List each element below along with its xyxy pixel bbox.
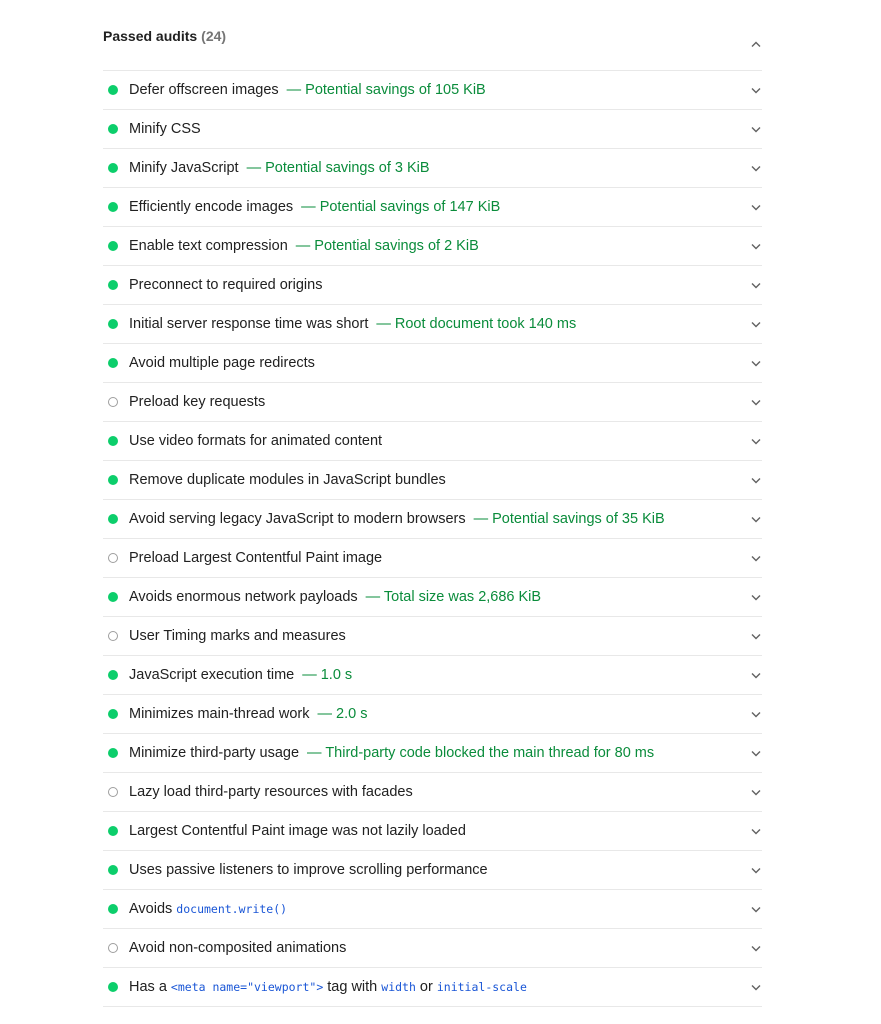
- audit-row[interactable]: [103, 149, 762, 188]
- audit-display-value: — Potential savings of 35 KiB: [473, 511, 665, 527]
- pass-indicator-icon: [108, 358, 118, 368]
- audit-display-value: — Third-party code blocked the main thread for 80 ms: [307, 745, 655, 761]
- audit-list: [103, 71, 762, 1007]
- audit-row[interactable]: [103, 890, 762, 929]
- chevron-down-icon[interactable]: [750, 747, 762, 759]
- chevron-down-icon[interactable]: [750, 123, 762, 135]
- chevron-down-icon[interactable]: [750, 591, 762, 603]
- chevron-down-icon[interactable]: [750, 318, 762, 330]
- audit-display-value: — Potential savings of 3 KiB: [246, 160, 430, 176]
- audit-row[interactable]: [103, 968, 762, 1007]
- pass-indicator-icon: [108, 982, 118, 992]
- chevron-down-icon[interactable]: [750, 357, 762, 369]
- pass-indicator-icon: [108, 319, 118, 329]
- audit-title: Minimize third-party usage: [129, 745, 300, 761]
- audit-title: Avoid multiple page redirects: [129, 355, 315, 371]
- audit-title: Enable text compression: [129, 238, 288, 254]
- audit-title-text: tag with: [323, 979, 382, 995]
- chevron-down-icon[interactable]: [750, 474, 762, 486]
- audit-display-value: — Total size was 2,686 KiB: [365, 589, 542, 605]
- chevron-up-icon[interactable]: [750, 38, 762, 50]
- pass-indicator-icon: [108, 865, 118, 875]
- informative-indicator-icon: [108, 943, 118, 953]
- chevron-down-icon[interactable]: [750, 435, 762, 447]
- audit-display-value: — 2.0 s: [317, 706, 368, 722]
- chevron-down-icon[interactable]: [750, 162, 762, 174]
- audit-display-value: — 1.0 s: [302, 667, 353, 683]
- audit-title: Remove duplicate modules in JavaScript bundles: [129, 472, 446, 488]
- audit-title: Preload key requests: [129, 394, 266, 410]
- chevron-down-icon[interactable]: [750, 786, 762, 798]
- audit-row[interactable]: [103, 422, 762, 461]
- audit-title-code: document.write(): [176, 902, 288, 916]
- audit-title: Initial server response time was short: [129, 316, 369, 332]
- audit-row[interactable]: [103, 617, 762, 656]
- chevron-down-icon[interactable]: [750, 201, 762, 213]
- audit-title: Avoid non-composited animations: [129, 940, 347, 956]
- audit-title: Minify JavaScript: [129, 160, 239, 176]
- chevron-down-icon[interactable]: [750, 240, 762, 252]
- audit-row[interactable]: [103, 188, 762, 227]
- audit-title: Preload Largest Contentful Paint image: [129, 550, 383, 566]
- audit-row[interactable]: [103, 578, 762, 617]
- audit-title: Use video formats for animated content: [129, 433, 383, 449]
- audit-title: Preconnect to required origins: [129, 277, 323, 293]
- group-title-text: Passed audits: [103, 28, 198, 44]
- audit-row[interactable]: [103, 773, 762, 812]
- audit-title-code: initial-scale: [436, 980, 527, 994]
- audit-row[interactable]: [103, 266, 762, 305]
- audit-row[interactable]: [103, 500, 762, 539]
- audit-title: Largest Contentful Paint image was not lazily loaded: [129, 823, 466, 839]
- pass-indicator-icon: [108, 904, 118, 914]
- audit-row[interactable]: [103, 812, 762, 851]
- audit-title-text: Has a: [129, 979, 171, 995]
- chevron-down-icon[interactable]: [750, 630, 762, 642]
- chevron-down-icon[interactable]: [750, 825, 762, 837]
- audit-title-code: width: [381, 980, 416, 994]
- pass-indicator-icon: [108, 670, 118, 680]
- audit-title: Defer offscreen images: [129, 82, 279, 98]
- chevron-down-icon[interactable]: [750, 708, 762, 720]
- audit-title: Avoids enormous network payloads: [129, 589, 358, 605]
- audit-row[interactable]: [103, 305, 762, 344]
- audit-row[interactable]: [103, 695, 762, 734]
- chevron-down-icon[interactable]: [750, 903, 762, 915]
- pass-indicator-icon: [108, 436, 118, 446]
- pass-indicator-icon: [108, 826, 118, 836]
- chevron-down-icon[interactable]: [750, 669, 762, 681]
- audit-display-value: — Potential savings of 105 KiB: [286, 82, 486, 98]
- pass-indicator-icon: [108, 475, 118, 485]
- chevron-down-icon[interactable]: [750, 84, 762, 96]
- audit-title: Minify CSS: [129, 121, 201, 137]
- group-count: (24): [201, 28, 227, 44]
- audit-display-value: — Root document took 140 ms: [376, 316, 577, 332]
- audit-display-value: — Potential savings of 2 KiB: [295, 238, 479, 254]
- audit-row[interactable]: [103, 461, 762, 500]
- audit-title: User Timing marks and measures: [129, 628, 346, 644]
- pass-indicator-icon: [108, 709, 118, 719]
- chevron-down-icon[interactable]: [750, 981, 762, 993]
- audit-title: Lazy load third-party resources with facades: [129, 784, 413, 800]
- audit-row[interactable]: [103, 539, 762, 578]
- pass-indicator-icon: [108, 748, 118, 758]
- pass-indicator-icon: [108, 514, 118, 524]
- audit-display-value: — Potential savings of 147 KiB: [301, 199, 501, 215]
- audit-row[interactable]: [103, 929, 762, 968]
- informative-indicator-icon: [108, 397, 118, 407]
- audit-title: [129, 901, 287, 917]
- audit-title: Avoid serving legacy JavaScript to modern browsers: [129, 511, 466, 527]
- audit-row[interactable]: [103, 734, 762, 773]
- audit-row[interactable]: [103, 344, 762, 383]
- chevron-down-icon[interactable]: [750, 279, 762, 291]
- audit-row[interactable]: [103, 110, 762, 149]
- audit-title: JavaScript execution time: [129, 667, 295, 683]
- pass-indicator-icon: [108, 163, 118, 173]
- chevron-down-icon[interactable]: [750, 513, 762, 525]
- pass-indicator-icon: [108, 592, 118, 602]
- chevron-down-icon[interactable]: [750, 552, 762, 564]
- pass-indicator-icon: [108, 280, 118, 290]
- informative-indicator-icon: [108, 787, 118, 797]
- chevron-down-icon[interactable]: [750, 396, 762, 408]
- audit-row[interactable]: [103, 383, 762, 422]
- audit-title-text: or: [415, 979, 437, 995]
- audit-title: Minimizes main-thread work: [129, 706, 310, 722]
- audit-row[interactable]: [103, 71, 762, 110]
- informative-indicator-icon: [108, 553, 118, 563]
- pass-indicator-icon: [108, 202, 118, 212]
- pass-indicator-icon: [108, 85, 118, 95]
- passed-audits-header[interactable]: [103, 20, 762, 71]
- audit-title-text: Avoids: [129, 901, 177, 917]
- pass-indicator-icon: [108, 241, 118, 251]
- audit-row[interactable]: [103, 656, 762, 695]
- chevron-down-icon[interactable]: [750, 942, 762, 954]
- audit-title: Efficiently encode images: [129, 199, 294, 215]
- audit-title: Uses passive listeners to improve scrolling performance: [129, 862, 488, 878]
- audit-title-code: <meta name="viewport">: [170, 980, 324, 994]
- pass-indicator-icon: [108, 124, 118, 134]
- passed-audits-group: [103, 20, 762, 1007]
- chevron-down-icon[interactable]: [750, 864, 762, 876]
- informative-indicator-icon: [108, 631, 118, 641]
- audit-row[interactable]: [103, 851, 762, 890]
- audit-row[interactable]: [103, 227, 762, 266]
- audit-title: [129, 979, 527, 995]
- group-title: [103, 28, 226, 44]
